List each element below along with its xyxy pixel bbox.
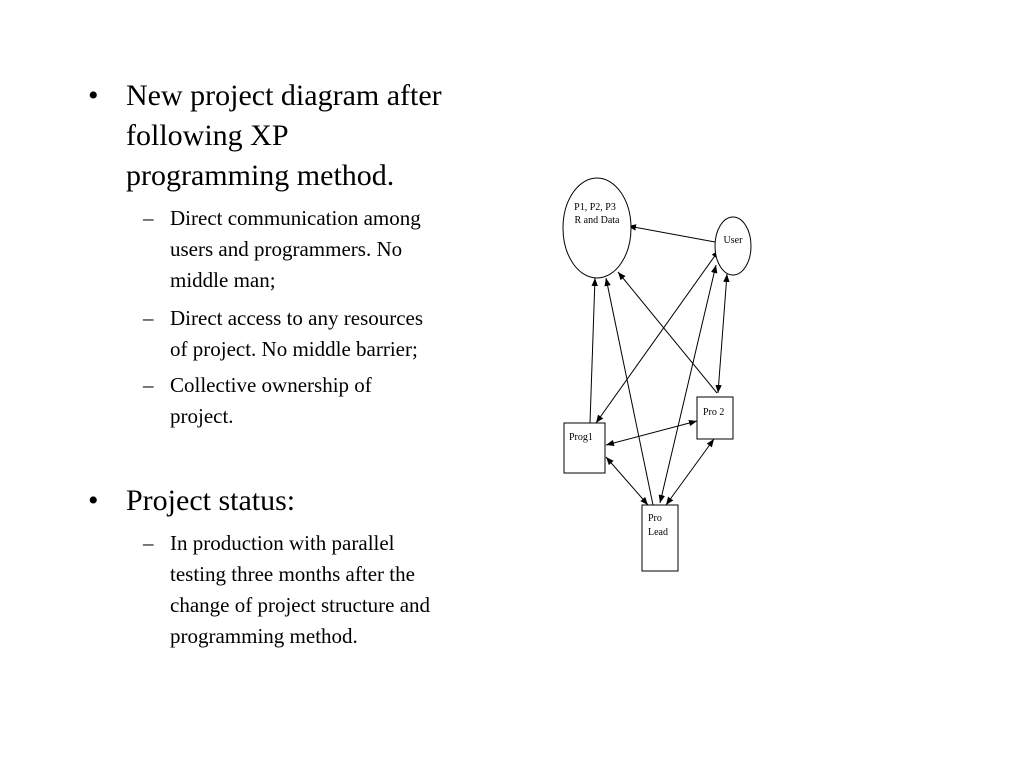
bullet-text-line: following XP — [126, 119, 289, 152]
edge-prog1-to-p-data — [590, 278, 595, 423]
bullet-marker: • — [88, 484, 99, 517]
node-p-data — [563, 178, 631, 278]
node-pro2-label: Pro 2 — [703, 407, 725, 418]
sub-bullet-text-line: programming method. — [170, 624, 358, 648]
edge-prog1-to-pro-lead — [606, 457, 648, 505]
node-user — [715, 217, 751, 275]
sub-bullet-text-line: change of project structure and — [170, 593, 431, 617]
node-p-data-label-line-1: P1, P2, P3 — [574, 202, 616, 213]
sub-bullet-marker: – — [143, 373, 154, 397]
bullet-text-line: Project status: — [126, 484, 296, 517]
node-prog1-shape — [564, 423, 605, 473]
sub-bullet-text-line: Direct access to any resources — [170, 306, 424, 330]
node-pro2-shape — [697, 397, 733, 439]
edge-pro2-to-p-data — [618, 272, 717, 393]
sub-bullet-marker: – — [143, 206, 154, 230]
bullet-text-line: programming method. — [126, 159, 395, 192]
sub-bullet-marker: – — [143, 531, 154, 555]
node-user-label: User — [723, 235, 743, 246]
sub-bullet-text-line: middle man; — [170, 268, 276, 292]
node-p-data-label-line-2: R and Data — [574, 215, 620, 226]
node-pro-lead-label-line-2: Lead — [648, 527, 668, 538]
sub-bullet-text-line: Collective ownership of — [170, 373, 372, 397]
edge-user-to-p-data — [628, 226, 715, 242]
sub-bullet-text-line: testing three months after the — [170, 562, 415, 586]
sub-bullet-text-line: of project. No middle barrier; — [170, 337, 418, 361]
node-p-data-shape — [563, 178, 631, 278]
edge-pro2-to-user — [718, 274, 727, 393]
edge-pro-lead-to-user — [660, 265, 716, 503]
bullet-marker: • — [88, 79, 99, 112]
sub-bullet-text-line: In production with parallel — [170, 531, 395, 555]
node-user-shape — [715, 217, 751, 275]
sub-bullet-marker: – — [143, 306, 154, 330]
node-pro-lead-label-line-1: Pro — [648, 513, 662, 524]
edge-prog1-to-pro2 — [606, 421, 697, 445]
edge-pro-lead-to-p-data — [606, 278, 653, 505]
sub-bullet-text-line: users and programmers. No — [170, 237, 403, 261]
sub-bullet-text-line: Direct communication among — [170, 206, 421, 230]
sub-bullet-text-line: project. — [170, 404, 234, 428]
node-prog1 — [564, 423, 605, 473]
node-prog1-label: Prog1 — [569, 432, 593, 443]
node-pro-lead — [642, 505, 678, 571]
bullet-text-line: New project diagram after — [126, 79, 442, 112]
node-pro2 — [697, 397, 733, 439]
